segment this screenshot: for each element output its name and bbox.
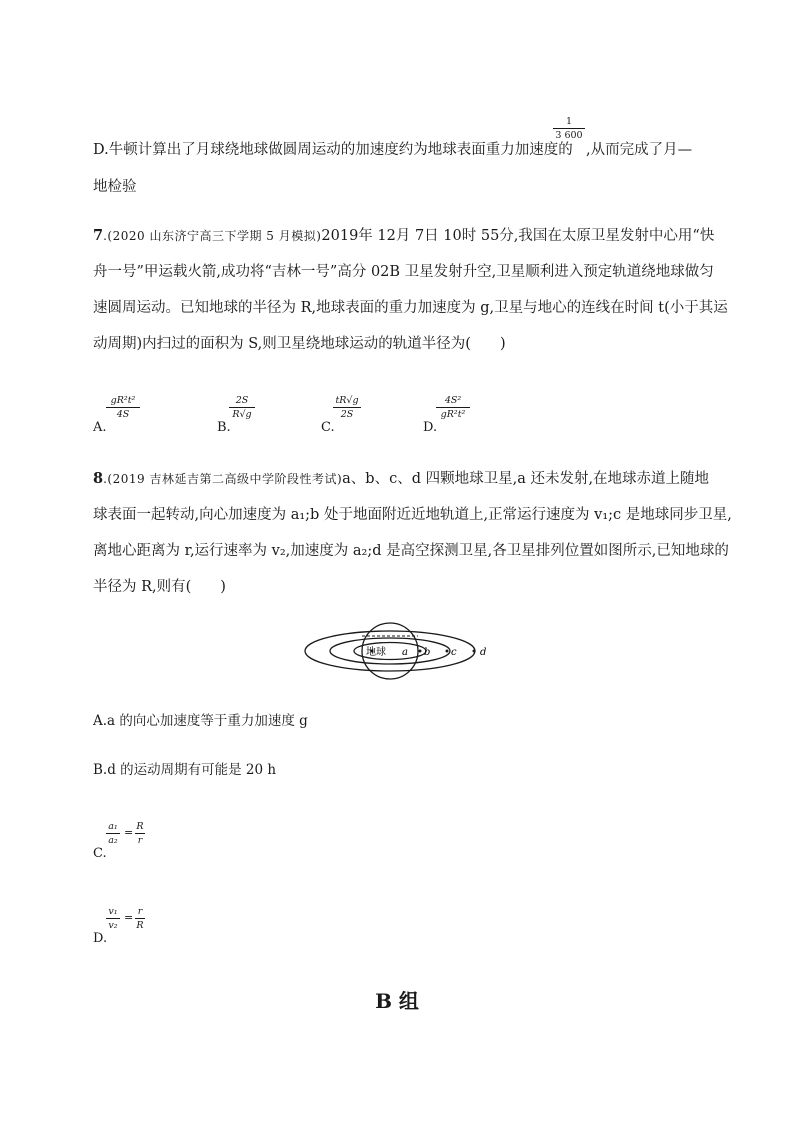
q8-d-lbar [106,918,120,919]
q7-c-den: 2S [340,409,354,420]
q7-option-b-label: B. [217,420,231,435]
q8-d-left-fraction [106,906,120,931]
label-a: a [402,647,408,658]
q8-d-rnum: r [137,906,143,917]
q7-text-1: 2019年 12月 7日 10时 55分,我国在太原卫星发射中心用“快 [321,228,715,244]
q7-b-num: 2S [235,395,249,406]
q7-line1 [93,226,714,246]
q8-c-right-fraction [135,821,145,846]
q7-a-bar [106,407,140,408]
q8-d-lden: v₂ [108,920,118,931]
q7-line2 [93,262,714,282]
fraction-denominator: 3 600 [555,130,583,141]
q7-d-bar [436,407,470,408]
q8-text-4: 半径为 R,则有( ) [93,579,226,595]
q7-option-c-label: C. [321,420,335,435]
orbit-b [354,643,426,660]
fraction-bar [553,128,585,129]
q8-line4 [93,577,226,597]
q7-text-3: 速圆周运动。已知地球的半径为 R,地球表面的重力加速度为 g,卫星与地心的连线在时间 t(小于其运 [93,300,728,316]
label-c: c [451,647,457,658]
q7-option-d-label: D. [423,420,438,435]
satellite-orbit-diagram [300,620,500,682]
q7-text-2: 舟一号”甲运载火箭,成功将“吉林一号”高分 02B 卫星发射升空,卫星顺利进入预定轨道绕地球做匀 [93,264,714,280]
option-d-line [93,140,573,160]
q8-d-rden: R [136,920,144,931]
q7-d-den: gR²t² [440,409,466,420]
q8-c-rbar [135,833,145,834]
q8-d-lnum: v₁ [108,906,118,917]
q8-option-c-label: C. [93,846,107,861]
q7-source: .(2020 山东济宁高三下学期 5 月模拟) [103,229,322,243]
q8-d-right-fraction [135,906,145,931]
option-d-suffix: ,从而完成了月— [586,142,693,158]
q7-line3 [93,298,728,318]
q8-c-lnum: a₁ [108,821,118,832]
q7-option-c-fraction [333,395,361,420]
option-d-suffix-line [586,140,692,160]
label-d: d [480,647,487,658]
q8-line2 [93,505,732,525]
fraction-numerator: 1 [565,116,573,127]
q8-c-left-fraction [106,821,120,846]
q7-b-bar [229,407,255,408]
q7-c-bar [333,407,361,408]
q8-d-rbar [135,918,145,919]
q8-d-equals: = [124,911,134,924]
q7-line4 [93,334,506,354]
earth-label: 地球 [366,647,386,658]
q7-option-a-label: A. [93,420,107,435]
q7-option-a-fraction [106,395,140,420]
q7-b-den: R√g [232,409,252,420]
q8-source: .(2019 吉林延吉第二高级中学阶段性考试) [103,472,343,486]
q8-text-3: 离地心距离为 r,运行速率为 v₂,加速度为 a₂;d 是高空探测卫星,各卫星排列位置如图所示,已知地球的 [93,543,729,559]
fraction-1-3600 [553,116,585,141]
q8-c-lden: a₂ [108,835,118,846]
q7-d-num: 4S² [444,395,462,406]
q8-text-2: 球表面一起转动,向心加速度为 a₁;b 处于地面附近近地轨道上,正常运行速度为 v₁;c 是地球同步卫星, [93,507,732,523]
q8-c-lbar [106,833,120,834]
option-d-continuation [93,177,137,197]
satellite-b-dot [419,650,422,653]
q8-option-b[interactable]: B.d 的运动周期有可能是 20 h [93,762,277,778]
q8-line3 [93,541,729,561]
q7-a-num: gR²t² [110,395,136,406]
section-heading: B 组 [375,989,419,1013]
q7-option-d-fraction [436,395,470,420]
q7-c-num: tR√g [335,395,359,406]
satellite-c-dot [446,650,449,653]
q8-text-1: a、b、c、d 四颗地球卫星,a 还未发射,在地球赤道上随地 [342,471,710,487]
option-d-cont-text: 地检验 [93,179,137,195]
q7-a-den: 4S [116,409,130,420]
q8-c-equals: = [124,826,134,839]
satellite-d-dot [473,650,476,653]
q8-line1 [93,469,709,489]
label-b: b [424,647,431,658]
q8-c-rden: r [137,835,143,846]
q7-number: 7 [93,227,104,244]
q8-option-d-label: D. [93,931,108,946]
q7-option-b-fraction [229,395,255,420]
q8-option-a[interactable]: A.a 的向心加速度等于重力加速度 g [93,713,308,729]
q8-c-rnum: R [136,821,144,832]
q8-number: 8 [93,470,104,487]
option-d-prefix: D.牛顿计算出了月球绕地球做圆周运动的加速度约为地球表面重力加速度的 [93,142,573,158]
q7-text-4: 动周期)内扫过的面积为 S,则卫星绕地球运动的轨道半径为( ) [93,336,506,352]
